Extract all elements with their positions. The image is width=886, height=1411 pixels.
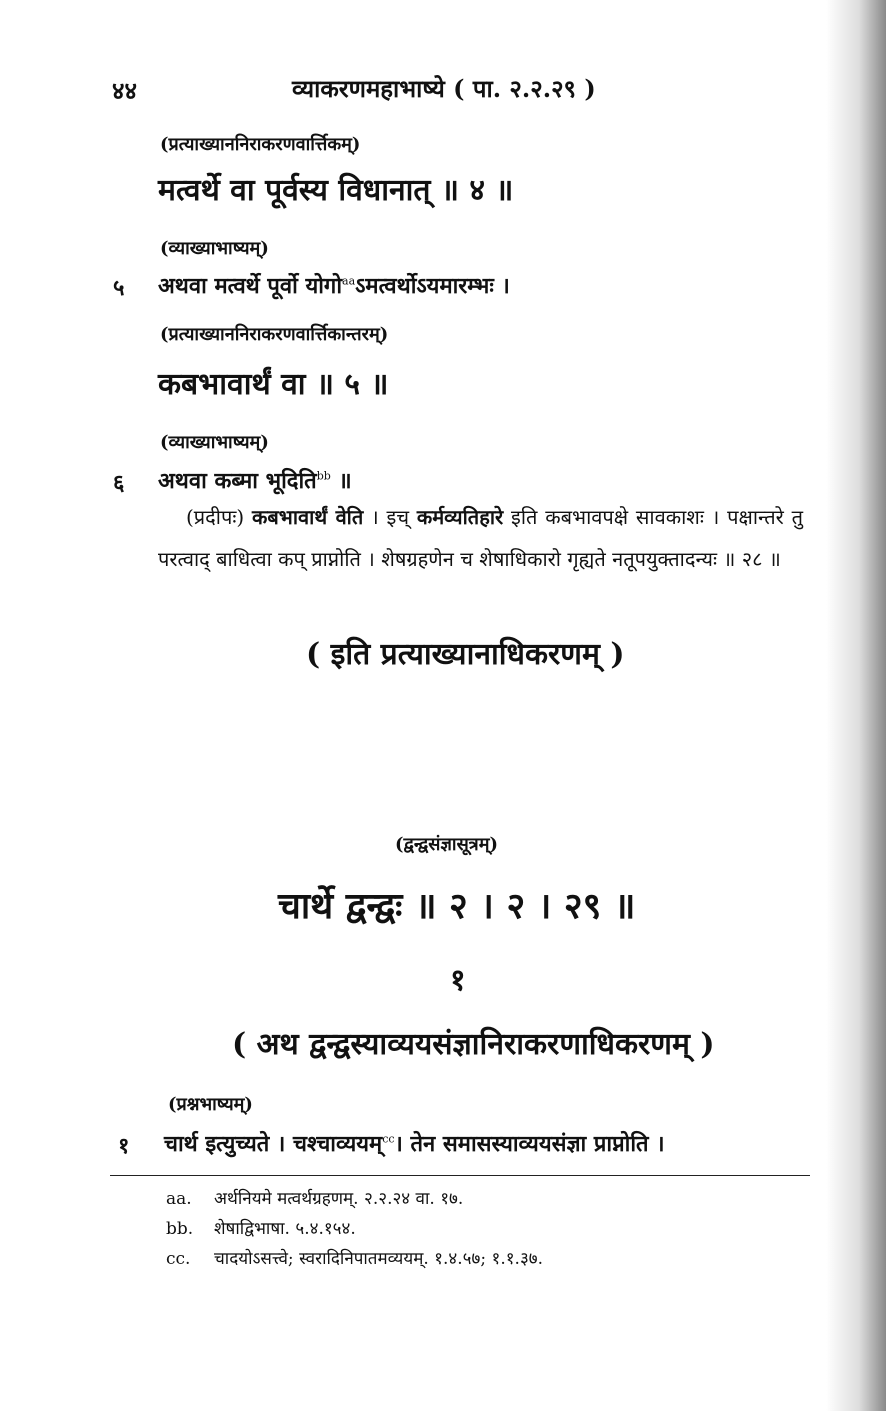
bhashya-line-1: चार्थ इत्युच्यते । चश्चाव्ययम्$^{cc}$। तेन समासस्याव्ययसंज्ञा प्राप्नोति । <box>164 1131 665 1157</box>
label-vartikantaram: (प्रत्याख्याननिराकरणवार्त्तिकान्तरम्) <box>160 324 389 345</box>
footnote-bb: bb. शेषाद्विभाषा. ५.४.१५४. <box>166 1219 356 1239</box>
footnote-divider <box>110 1175 810 1176</box>
bhashya-line-6: अथवा कब्मा भूदिति$^{bb}$ ॥ <box>158 468 352 494</box>
adhikarana-title: ( अथ द्वन्द्वस्याव्ययसंज्ञानिराकरणाधिकरणम् ) <box>232 1027 715 1062</box>
label-bhashya: (व्याख्याभाष्यम्) <box>160 238 269 259</box>
vartika-5: कबभावार्थं वा ॥ ५ ॥ <box>158 367 389 402</box>
section-closing: ( इति प्रत्याख्यानाधिकरणम् ) <box>306 637 625 672</box>
vartika-4: मत्वर्थे वा पूर्वस्य विधानात् ॥ ४ ॥ <box>158 173 514 208</box>
scan-edge-shadow <box>826 0 886 1411</box>
label-prashna: (प्रश्नभाष्यम्) <box>168 1094 253 1115</box>
adhikarana-number: १ <box>450 963 466 998</box>
label-sutra: (द्वन्द्वसंज्ञासूत्रम्) <box>395 834 498 855</box>
running-head: व्याकरणमहाभाष्ये ( पा. २.२.२९ ) <box>292 74 596 103</box>
footnote-ref-cc[interactable]: cc <box>382 1132 395 1146</box>
footnote-ref-aa[interactable]: aa <box>342 274 356 288</box>
page-number: ४४ <box>112 76 137 105</box>
pradipa-label: (प्रदीपः) <box>186 505 245 529</box>
line-number: ६ <box>113 470 125 496</box>
label-vartika: (प्रत्याख्याननिराकरणवार्त्तिकम्) <box>160 134 361 155</box>
sutra: चार्थे द्वन्द्वः ॥ २ । २ । २९ ॥ <box>278 885 636 927</box>
footnote-aa: aa. अर्थनियमे मत्वर्थग्रहणम्. २.२.२४ वा. १७. <box>166 1189 464 1209</box>
line-number: ५ <box>113 275 125 301</box>
pradipa-commentary: (प्रदीपः) कबभावार्थं वेति । इच् कर्मव्यतिहारे इति कबभावपक्षे सावकाशः । पक्षान्तरे तु परत्वाद् बाधित्वा कप् प्राप्नोति । शेषग्रहणेन च शेषाधिकारो गृह्यते नतूपयुक्तादन्यः ॥ २८ ॥ <box>158 505 804 571</box>
footnote-cc: cc. चादयोऽसत्त्वे; स्वरादिनिपातमव्ययम्. १.४.५७; १.१.३७. <box>166 1249 544 1269</box>
label-bhashya: (व्याख्याभाष्यम्) <box>160 432 269 453</box>
bhashya-line-5: अथवा मत्वर्थे पूर्वो योगो$^{aa}$ऽमत्वर्थोऽयमारम्भः । <box>158 273 510 299</box>
footnote-ref-bb[interactable]: bb <box>316 469 331 483</box>
line-number: १ <box>118 1133 130 1159</box>
